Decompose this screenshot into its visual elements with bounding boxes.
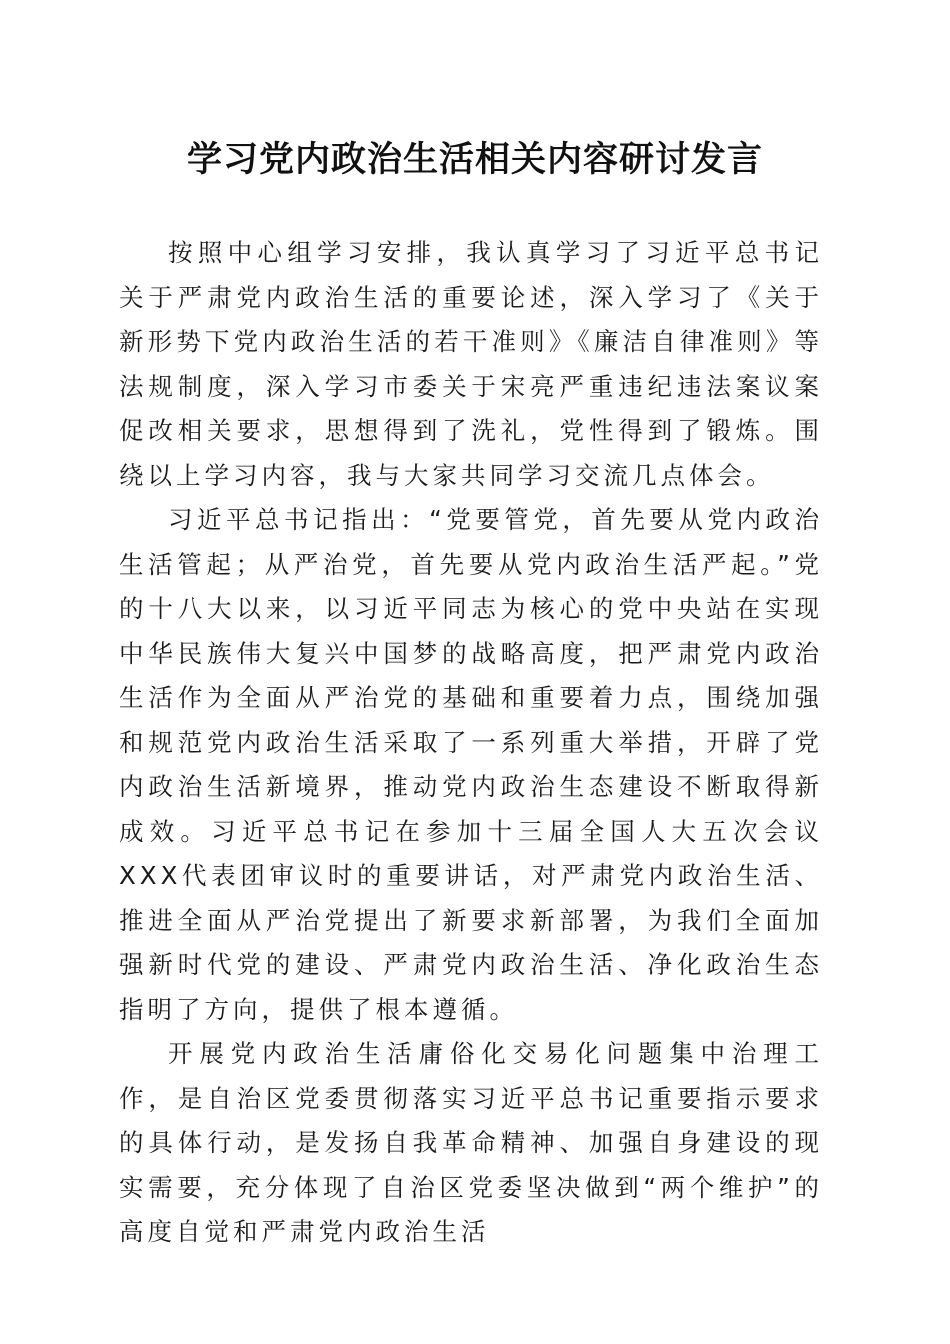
- paragraph-2: 习近平总书记指出：“党要管党，首先要从党内政治生活管起；从严治党，首先要从党内政治生活严起。”党的十八大以来，以习近平同志为核心的党中央站在实现中华民族伟大复兴中国梦的战略高度，把严肃党内政治生活作为全面从严治党的基础和重要着力点，围绕加强和规范党内政治生活采取了一系列重大举措，开辟了党内政治生活新境界，推动党内政治生态建设不断取得新成效。习近平总书记在参加十三届全国人大五次会议XXX代表团审议时的重要讲话，对严肃党内政治生活、推进全面从严治党提出了新要求新部署，为我们全面加强新时代党的建设、严肃党内政治生活、净化政治生态指明了方向，提供了根本遵循。: [119, 505, 823, 1024]
- document-title: 学习党内政治生活相关内容研讨发言: [186, 139, 763, 180]
- document-body: [119, 231, 823, 1255]
- paragraph-1: 按照中心组学习安排，我认真学习了习近平总书记关于严肃党内政治生活的重要论述，深入学习了《关于新形势下党内政治生活的若干准则》《廉洁自律准则》等法规制度，深入学习市委关于宋亮严重违纪违法案议案促改相关要求，思想得到了洗礼，党性得到了锻炼。围绕以上学习内容，我与大家共同学习交流几点体会。: [119, 238, 823, 490]
- paragraph-3: 开展党内政治生活庸俗化交易化问题集中治理工作，是自治区党委贯彻落实习近平总书记重要指示要求的具体行动，是发扬自我革命精神、加强自身建设的现实需要，充分体现了自治区党委坚决做到“两个维护”的高度自觉和严肃党内政治生活: [119, 1039, 823, 1246]
